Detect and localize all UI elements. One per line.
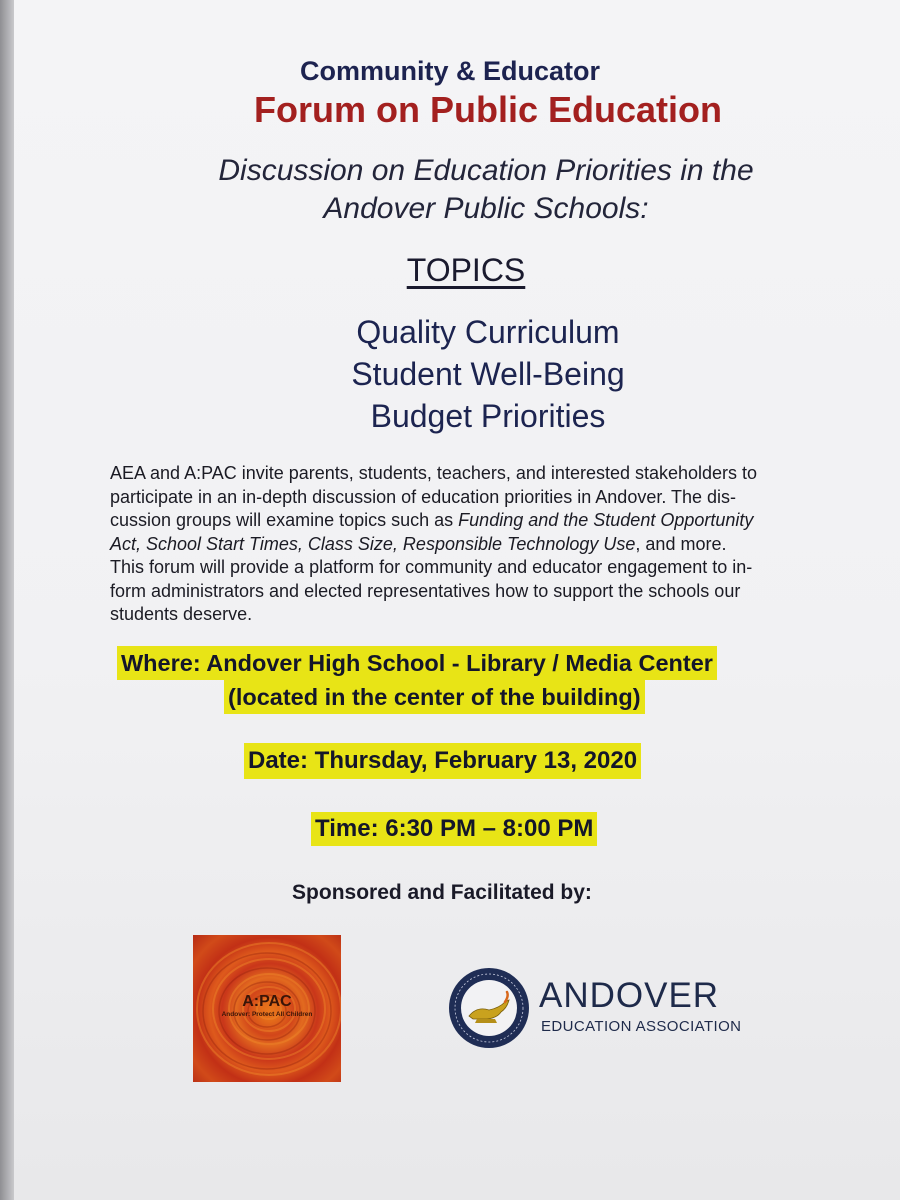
sponsors-heading: Sponsored and Facilitated by: [292,881,592,904]
paragraph-text: cussion groups will examine topics such as [110,510,459,530]
aea-seal-lamp-icon [447,966,531,1050]
paragraph-line: form administrators and elected representatives how to support the schools our [110,580,741,601]
paragraph-line: participate in an in-depth discussion of education priorities in Andover. The dis- [110,486,737,507]
community-educator-heading: Community & Educator [299,56,601,86]
time-highlight: Time: 6:30 PM – 8:00 PM [311,812,597,846]
apac-logo [193,935,341,1082]
forum-title: Forum on Public Education [254,89,722,130]
paragraph-line: This forum will provide a platform for community and educator engagement to in- [110,557,753,577]
paper-edge-shadow [0,0,14,1200]
topic-item: Quality Curriculum [356,314,620,350]
description-paragraph [110,462,856,627]
paragraph-emphasis: Act, School Start Times, Class Size, Responsible Technology Use [110,533,636,554]
paragraph-text: , and more. [635,533,727,554]
topic-item: Student Well-Being [351,356,625,392]
paragraph-emphasis: Funding and the Student Opportunity [458,510,754,530]
paragraph-line [110,533,856,557]
where-location-note: (located in the center of the building) [224,680,645,714]
topics-heading: TOPICS [406,252,526,288]
aea-name: ANDOVER [539,976,720,1015]
discussion-line-1: Discussion on Education Priorities in the [218,154,754,187]
discussion-line-2: Andover Public Schools: [323,192,649,225]
where-highlight: Where: Andover High School - Library / Media Center [117,646,717,680]
paragraph-line: students deserve. [110,604,253,624]
apac-logo-name: A:PAC [242,993,292,1010]
discussion-subtitle [36,152,900,228]
date-highlight: Date: Thursday, February 13, 2020 [244,743,641,779]
aea-subtitle: EDUCATION ASSOCIATION [541,1018,742,1035]
topic-item: Budget Priorities [370,398,606,434]
paragraph-line [110,509,856,533]
paragraph-line: AEA and A:PAC invite parents, students, teachers, and interested stakeholders to [110,463,758,483]
apac-logo-tagline: Andover: Protect All Children [221,1011,313,1018]
aea-logo [447,966,783,1050]
